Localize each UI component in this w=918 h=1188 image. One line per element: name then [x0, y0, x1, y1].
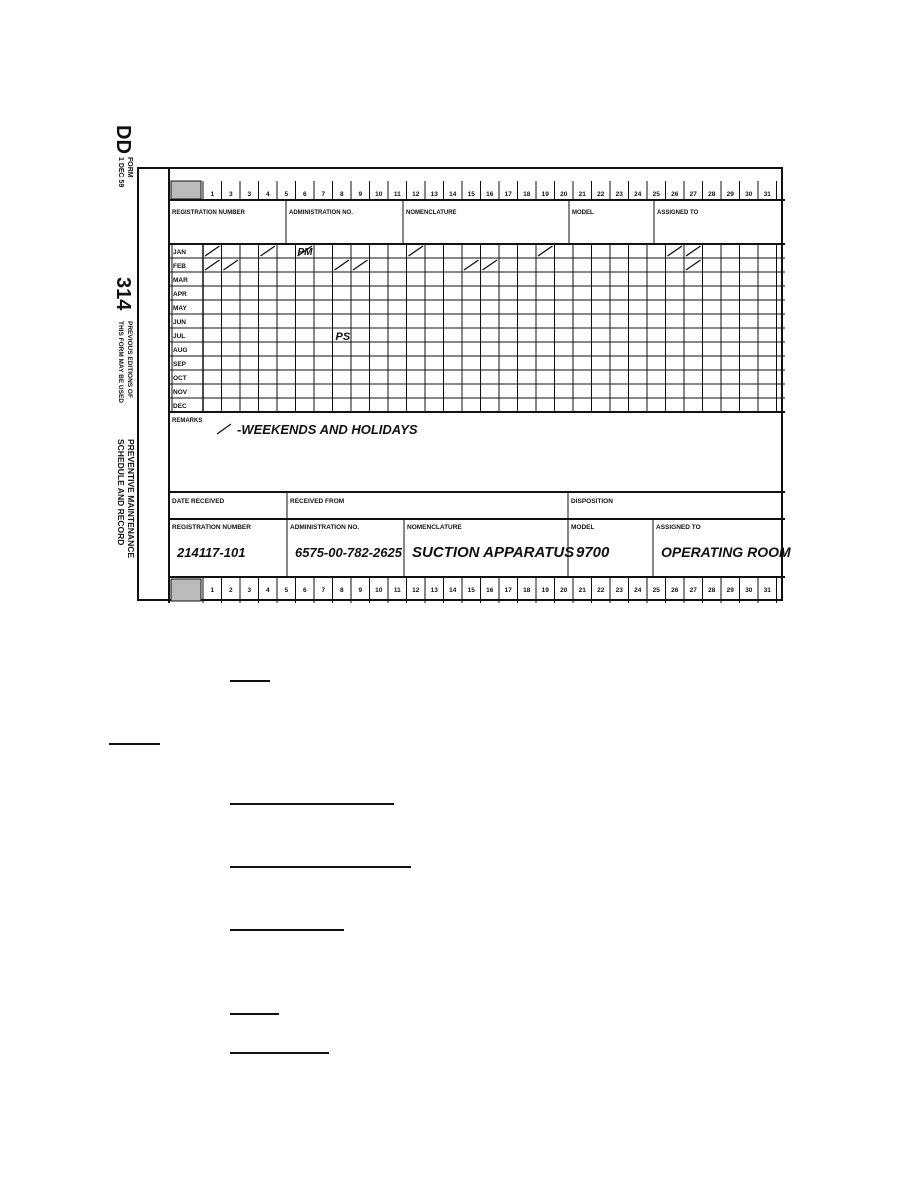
blank-rule-4 — [230, 866, 411, 868]
blank-rule-3 — [230, 803, 394, 805]
bottom-day-number: 22 — [597, 587, 605, 594]
blank-rule-1 — [230, 680, 270, 682]
weekend-slash — [335, 260, 350, 270]
weekend-slash — [668, 246, 683, 256]
bottom-day-number: 10 — [375, 587, 383, 594]
weekend-slash — [538, 246, 553, 256]
top-day-number: 1 — [210, 191, 215, 198]
weekend-slash — [686, 260, 701, 270]
weekend-slash — [464, 260, 479, 270]
bottom-day-number: 2 — [228, 587, 233, 594]
form-grid — [112, 125, 791, 603]
top-day-number: 19 — [541, 191, 549, 198]
corner-stipple-bottom — [171, 579, 201, 601]
pm-mark-jan: PM — [297, 247, 313, 258]
weekend-slash — [483, 260, 498, 270]
bottom-day-number: 18 — [523, 587, 531, 594]
bottom-day-number: 6 — [302, 587, 307, 594]
bottom-day-number: 14 — [449, 587, 457, 594]
month-label-dec: DEC — [173, 403, 187, 410]
bottom-day-number: 19 — [541, 587, 549, 594]
top-day-number: 16 — [486, 191, 494, 198]
top-day-number: 12 — [412, 191, 420, 198]
top-day-number: 26 — [671, 191, 679, 198]
month-label-sep: SEP — [173, 361, 187, 368]
previous-editions-note: PREVIOUS EDITIONS OF — [126, 321, 133, 398]
month-label-feb: FEB — [173, 263, 186, 270]
bottom-day-number: 9 — [358, 587, 363, 594]
bottom-day-number: 15 — [467, 587, 475, 594]
blank-rule-2 — [109, 743, 160, 745]
form-number: 314 — [112, 277, 134, 311]
bottom-day-number: 5 — [284, 587, 289, 594]
remarks-label: REMARKS — [172, 418, 203, 424]
administration-no-label: ADMINISTRATION NO. — [289, 210, 353, 216]
month-label-oct: OCT — [173, 375, 187, 382]
date-received-label: DATE RECEIVED — [172, 498, 225, 505]
record-assigned-label: ASSIGNED TO — [656, 524, 701, 531]
bottom-day-number: 30 — [745, 587, 753, 594]
form-date: 1 DEC 59 — [117, 157, 124, 188]
top-day-number: 17 — [504, 191, 512, 198]
blank-rule-5 — [230, 929, 344, 931]
bottom-day-number: 12 — [412, 587, 420, 594]
bottom-day-number: 8 — [339, 587, 344, 594]
bottom-day-number: 26 — [671, 587, 679, 594]
month-label-aug: AUG — [173, 347, 188, 354]
top-day-number: 13 — [430, 191, 438, 198]
bottom-day-number: 28 — [708, 587, 716, 594]
pm-schedule-form — [112, 125, 791, 601]
top-day-number: 30 — [745, 191, 753, 198]
month-label-jan: JAN — [173, 249, 187, 256]
top-day-number: 23 — [615, 191, 623, 198]
weekend-slash — [409, 246, 424, 256]
top-day-number: 8 — [339, 191, 344, 198]
top-day-number: 27 — [689, 191, 697, 198]
blank-rule-6 — [230, 1013, 279, 1015]
received-from-label: RECEIVED FROM — [290, 498, 345, 505]
bottom-day-number: 3 — [247, 587, 252, 594]
registration-number-label: REGISTRATION NUMBER — [172, 210, 245, 216]
weekend-slash — [205, 260, 220, 270]
record-nomenclature-label: NOMENCLATURE — [407, 524, 462, 531]
top-day-number: 15 — [467, 191, 475, 198]
record-registration-label: REGISTRATION NUMBER — [172, 524, 251, 531]
weekend-slash — [261, 246, 276, 256]
weekend-slash — [686, 246, 701, 256]
top-day-number: 9 — [358, 191, 363, 198]
bottom-day-number: 27 — [689, 587, 697, 594]
top-day-number: 3 — [247, 191, 252, 198]
form-title-line2: SCHEDULE AND RECORD — [116, 439, 126, 546]
top-day-number: 31 — [763, 191, 771, 198]
bottom-day-number: 16 — [486, 587, 494, 594]
month-label-jul: JUL — [173, 333, 186, 340]
bottom-day-number: 29 — [726, 587, 734, 594]
bottom-day-number: 23 — [615, 587, 623, 594]
assigned-to-label: ASSIGNED TO — [657, 210, 699, 216]
top-day-number: 21 — [578, 191, 586, 198]
month-label-apr: APR — [173, 291, 187, 298]
top-day-number: 29 — [726, 191, 734, 198]
corner-stipple-top — [171, 181, 201, 199]
nomenclature-label: NOMENCLATURE — [406, 210, 457, 216]
form-title-line1: PREVENTIVE MAINTENANCE — [126, 439, 136, 559]
month-label-nov: NOV — [173, 389, 188, 396]
record-model-value: 9700 — [576, 544, 610, 561]
bottom-day-number: 11 — [393, 587, 401, 594]
top-day-number: 3 — [228, 191, 233, 198]
bottom-day-number: 31 — [763, 587, 771, 594]
top-day-number: 5 — [284, 191, 289, 198]
record-nomenclature-value: SUCTION APPARATUS — [412, 544, 575, 561]
bottom-day-number: 1 — [210, 587, 215, 594]
top-day-number: 11 — [393, 191, 401, 198]
bottom-day-number: 4 — [265, 587, 270, 594]
top-day-number: 24 — [634, 191, 642, 198]
month-label-jun: JUN — [173, 319, 187, 326]
bottom-day-number: 21 — [578, 587, 586, 594]
remarks-text: -WEEKENDS AND HOLIDAYS — [237, 422, 418, 437]
weekend-slash — [353, 260, 368, 270]
bottom-day-number: 13 — [430, 587, 438, 594]
top-day-number: 28 — [708, 191, 716, 198]
weekend-slash — [205, 246, 220, 256]
weekend-slash — [224, 260, 239, 270]
top-day-number: 18 — [523, 191, 531, 198]
top-day-number: 25 — [652, 191, 660, 198]
top-day-number: 6 — [302, 191, 307, 198]
top-day-number: 4 — [265, 191, 270, 198]
model-label: MODEL — [572, 210, 594, 216]
record-administration-label: ADMINISTRATION NO. — [290, 524, 360, 531]
top-day-number: 22 — [597, 191, 605, 198]
form-may-be-used-note: THIS FORM MAY BE USED — [117, 321, 124, 403]
top-day-number: 10 — [375, 191, 383, 198]
form-dd-label: DD — [112, 125, 134, 154]
month-label-may: MAY — [173, 305, 187, 312]
blank-rule-7 — [230, 1052, 329, 1054]
bottom-day-number: 25 — [652, 587, 660, 594]
bottom-day-number: 7 — [321, 587, 326, 594]
top-day-number: 20 — [560, 191, 568, 198]
bottom-day-number: 20 — [560, 587, 568, 594]
top-day-number: 14 — [449, 191, 457, 198]
record-model-label: MODEL — [571, 524, 595, 531]
record-registration-value: 214117-101 — [177, 545, 246, 560]
month-label-mar: MAR — [173, 277, 188, 284]
bottom-day-number: 17 — [504, 587, 512, 594]
ps-mark-jul: PS — [335, 331, 351, 343]
top-day-number: 7 — [321, 191, 326, 198]
record-assigned-value: OPERATING ROOM — [661, 544, 791, 560]
form-word: FORM — [126, 157, 133, 178]
disposition-label: DISPOSITION — [571, 498, 613, 505]
record-administration-value: 6575-00-782-2625 — [295, 545, 402, 560]
remarks-legend-slash — [217, 424, 231, 434]
bottom-day-number: 24 — [634, 587, 642, 594]
